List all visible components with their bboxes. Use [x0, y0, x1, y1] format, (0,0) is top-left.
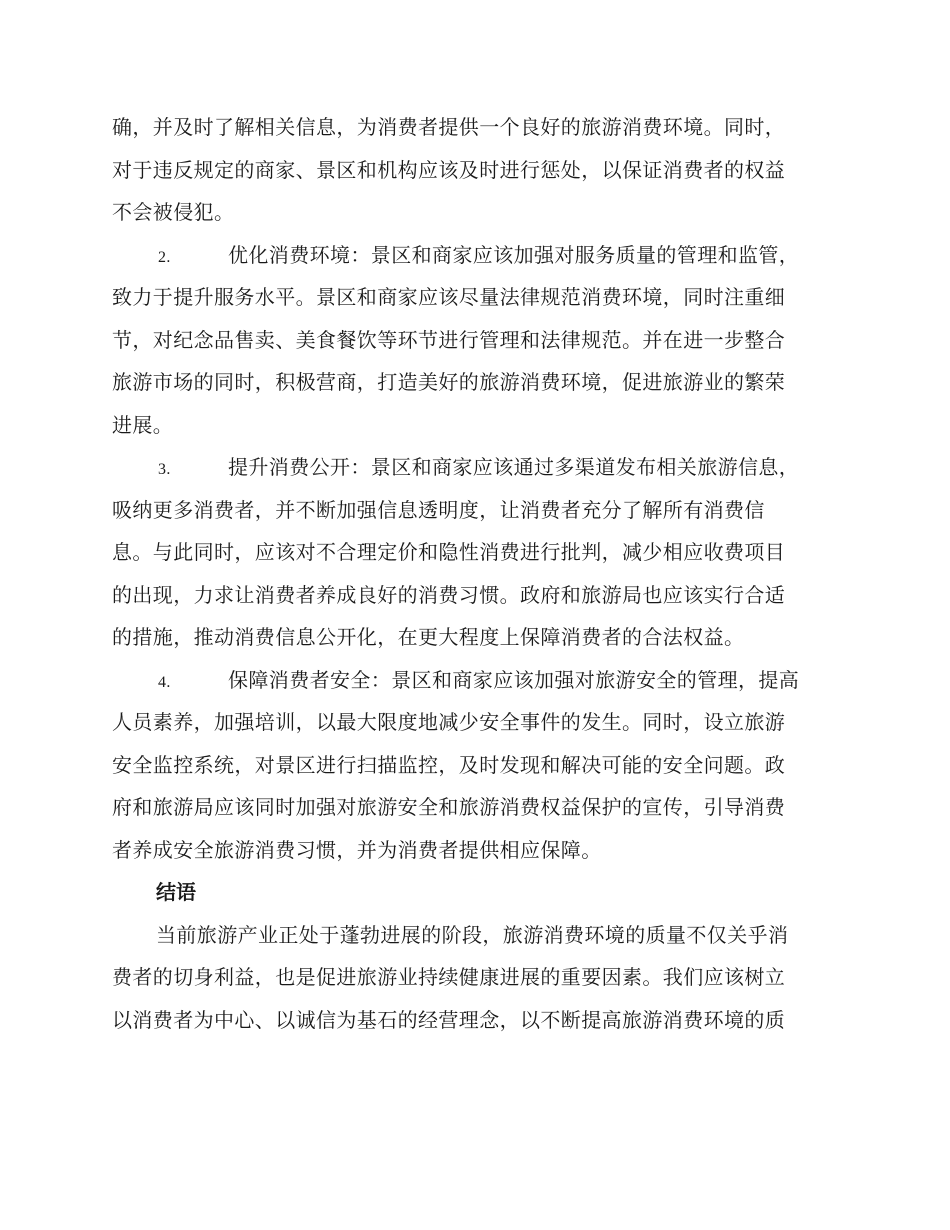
conclusion-paragraph: [112, 914, 832, 1042]
list-item-4: [112, 659, 832, 872]
text-line: 府和旅游局应该同时加强对旅游安全和旅游消费权益保护的宣传，引导消费: [112, 795, 786, 819]
text-line: 息。与此同时，应该对不合理定价和隐性消费进行批判，减少相应收费项目: [112, 540, 786, 564]
list-number: 3.: [158, 461, 171, 478]
list-number: 4.: [158, 673, 171, 691]
text-line: 费者的切身利益，也是促进旅游业持续健康进展的重要因素。我们应该树立: [112, 965, 786, 989]
text-line: 旅游市场的同时，积极营商，打造美好的旅游消费环境，促进旅游业的繁荣: [112, 370, 786, 394]
text-line: 者养成安全旅游消费习惯，并为消费者提供相应保障。: [112, 837, 602, 862]
text-line: 优化消费环境：景区和商家应该加强对服务质量的管理和监管，: [228, 242, 800, 267]
text-line: 进展。: [112, 412, 174, 437]
document-page: [112, 106, 832, 1041]
section-heading: 结语: [156, 880, 196, 904]
text-line: 人员素养，加强培训，以最大限度地减少安全事件的发生。同时，设立旅游: [112, 710, 786, 734]
list-item-3: [112, 446, 832, 659]
text-line: 以消费者为中心、以诚信为基石的经营理念，以不断提高旅游消费环境的质: [112, 1007, 786, 1032]
list-item-first-line: [112, 659, 832, 702]
text-line: 当前旅游产业正处于蓬勃进展的阶段，旅游消费环境的质量不仅关乎消: [156, 922, 789, 947]
text-line: 确，并及时了解相关信息，为消费者提供一个良好的旅游消费环境。同时，: [112, 115, 786, 139]
text-line: 保障消费者安全：景区和商家应该加强对旅游安全的管理，提高: [228, 667, 800, 692]
text-line: 安全监控系统，对景区进行扫描监控，及时发现和解决可能的安全问题。政: [112, 752, 786, 777]
text-line: 致力于提升服务水平。景区和商家应该尽量法律规范消费环境，同时注重细: [112, 285, 786, 309]
text-line: 对于违反规定的商家、景区和机构应该及时进行惩处，以保证消费者的权益: [112, 157, 786, 182]
paragraph-continuation: [112, 106, 832, 234]
text-line: 提升消费公开：景区和商家应该通过多渠道发布相关旅游信息，: [228, 455, 800, 479]
text-line: 不会被侵犯。: [112, 200, 235, 224]
list-item-2: [112, 234, 832, 447]
text-line: 的措施，推动消费信息公开化，在更大程度上保障消费者的合法权益。: [112, 625, 745, 649]
text-line: 节，对纪念品售卖、美食餐饮等环节进行管理和法律规范。并在进一步整合: [112, 327, 786, 352]
list-item-first-line: [112, 446, 832, 489]
text-line: 的出现，力求让消费者养成良好的消费习惯。政府和旅游局也应该实行合适: [112, 582, 786, 607]
text-line: 吸纳更多消费者，并不断加强信息透明度，让消费者充分了解所有消费信: [112, 497, 765, 522]
list-number: 2.: [158, 248, 171, 266]
list-item-first-line: [112, 234, 832, 277]
